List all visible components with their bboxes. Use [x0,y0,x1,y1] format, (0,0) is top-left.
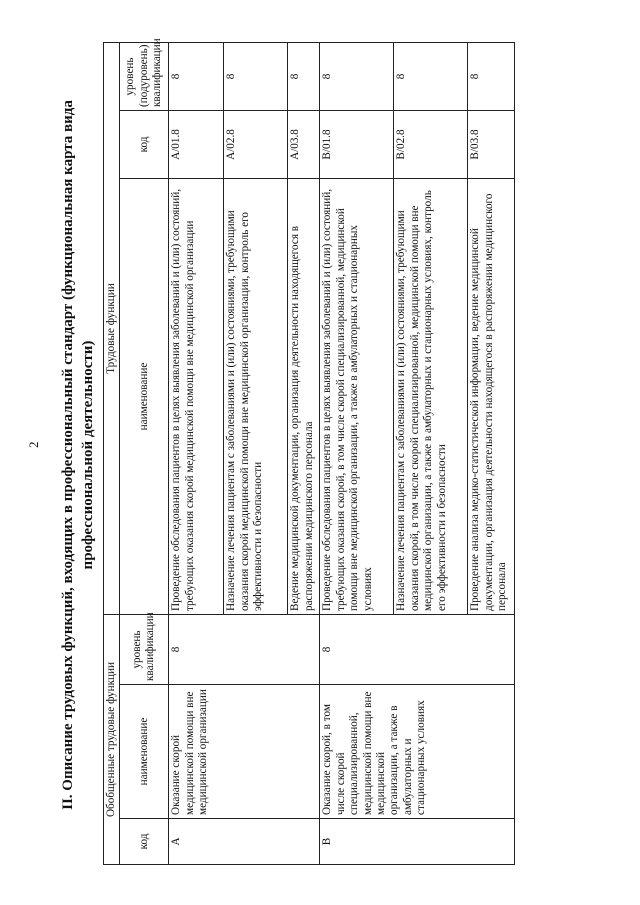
group-level: 8 [169,615,320,685]
header-labor-name: наименование [120,179,169,615]
function-code: A/03.8 [288,111,320,179]
heading-line-1: II. Описание трудовых функций, входящих в профессиональный стандарт (функциональная карта вида [60,100,76,810]
function-name: Ведение медицинской документации, организация деятельности находящегося в распоряжении медицинского персонала [288,179,320,615]
function-name: Назначение лечения пациентам с заболеваниями и (или) состояниями, требующими оказания скорой, в том числе скорой специализированной, медицинской помощи вне медицинской организации, а также в амбулаторных и стационарных условиях, контроль его эффективности и безопасности [394,179,468,615]
header-name: наименование [120,685,169,819]
group-name: Оказание скорой медицинской помощи вне медицинской организации [169,685,320,819]
page-number: 2 [26,441,41,448]
function-level: 8 [320,43,394,111]
table-row [320,43,394,865]
function-level: 8 [394,43,468,111]
function-code: A/01.8 [169,111,224,179]
section-heading [58,45,98,865]
function-level: 8 [169,43,224,111]
function-code: B/03.8 [468,111,515,179]
function-name: Проведение обследования пациентов в целях выявления заболеваний и (или) состояний, требующих оказания скорой, в том числе скорой специализированной, медицинской помощи вне медицинской организации, а также в амбулаторных и стационарных условиях [320,179,394,615]
function-code: A/02.8 [224,111,288,179]
heading-line-2: профессиональной деятельности) [80,340,96,570]
group-code: B [320,819,515,865]
function-level: 8 [288,43,320,111]
function-code: B/01.8 [320,111,394,179]
group-level: 8 [320,615,515,685]
function-name: Проведение анализа медико-статистической информации, ведение медицинской документации, организация деятельности находящегося в распоряжении медицинского персонала [468,179,515,615]
group-code: A [169,819,320,865]
header-generalized-functions: Обобщенные трудовые функции [104,615,120,865]
table-row [169,43,224,865]
function-name: Назначение лечения пациентам с заболеваниями и (или) состояниями, требующими оказания скорой медицинской помощи вне медицинской организации, контроль его эффективности и безопасности [224,179,288,615]
function-level: 8 [468,43,515,111]
header-labor-functions: Трудовые функции [104,43,120,615]
header-labor-code: код [120,111,169,179]
header-level: уровень квалификации [120,615,169,685]
header-labor-level: уровень (подуровень) квалификации [120,43,169,111]
function-code: B/02.8 [394,111,468,179]
functions-table [103,38,515,865]
function-name: Проведение обследования пациентов в целях выявления заболеваний и (или) состояний, требующих оказания скорой медицинской помощи вне медицинской организации [169,179,224,615]
group-name: Оказание скорой, в том числе скорой специализированной, медицинской помощи вне медицинской организации, а также в амбулаторных и стационарных условиях [320,685,515,819]
header-code: код [120,819,169,865]
function-level: 8 [224,43,288,111]
